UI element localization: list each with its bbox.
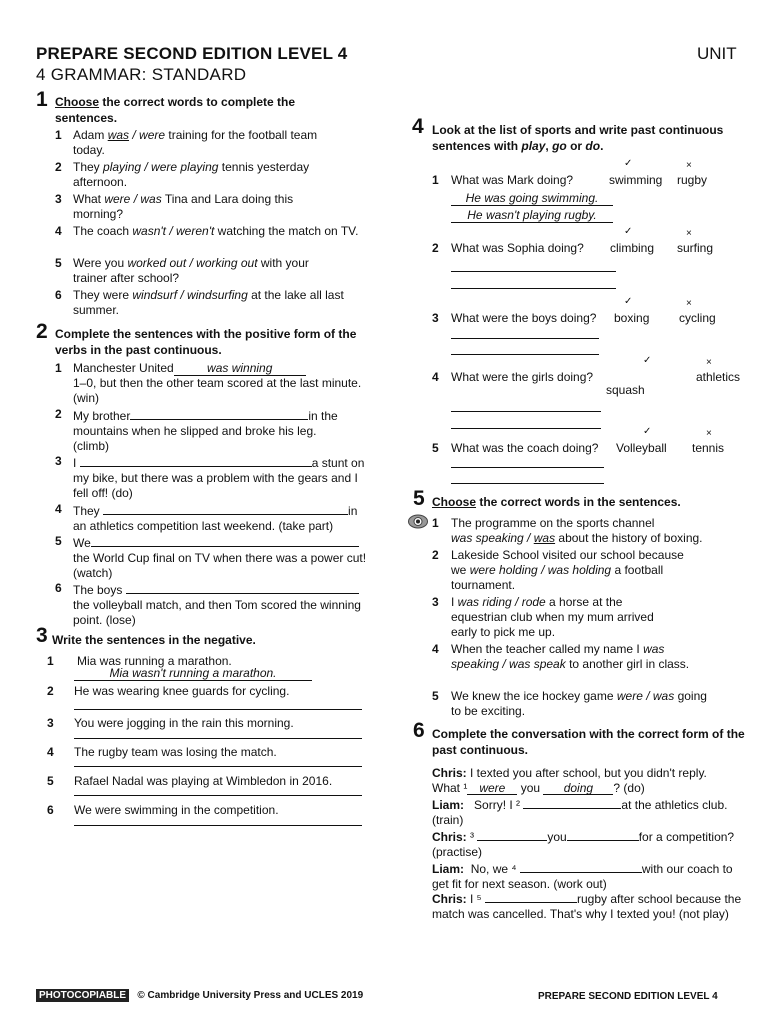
exercise-1-heading-rest: the correct words to complete the sentences. [55,95,296,125]
cross-icon: × [686,160,692,171]
item-number: 1 [55,361,62,375]
exercise-3-item [47,803,367,832]
item-number: 2 [55,407,62,421]
line-text: Sorry! I ² [474,798,521,812]
item-sep: / [523,531,534,545]
answer-line[interactable] [451,411,601,412]
item-text [73,454,368,501]
item-text [73,160,333,190]
tick-icon: ✓ [624,158,633,169]
speaker-name: Liam: [432,798,465,812]
exercise-5-item [432,548,712,595]
answer-line[interactable] [74,825,362,826]
answer-blank[interactable] [126,581,359,594]
answer-line[interactable] [451,354,599,355]
item-text-c: Tina and Lara doing this morning? [73,192,294,221]
item-post: in the mountains when he slipped and broke his leg. (climb) [73,409,338,453]
line-text: with our coach to get fit for next season. (work out) [432,862,733,891]
answer-blank[interactable] [80,454,312,467]
exercise-1-item [55,288,365,320]
exercise-5-heading [432,494,681,510]
exercise-1-heading-choose: Choose [55,95,100,109]
item-text [451,548,696,593]
item-text-d: training for the football team today. [73,128,318,157]
item-number: 5 [47,774,54,788]
tick-icon: ✓ [643,426,652,437]
answer-blank[interactable] [130,407,308,420]
answer-line[interactable] [74,738,362,739]
heading-sep: , [545,139,553,153]
item-number: 6 [47,803,54,817]
item-choice: was speaking / was speak [451,642,665,671]
item-number: 3 [55,192,62,206]
exercise-1-number: 1 [36,88,48,111]
tick-icon: ✓ [624,226,633,237]
item-text-b: a horse at the equestrian club when my mum arrived early to pick me up. [451,595,654,639]
exercise-2-item [55,534,370,581]
item-number: 2 [55,160,62,174]
speaker-name: Chris: [432,830,467,844]
line-text: What ¹ [432,781,468,795]
line-text: rugby after school because the match was cancelled. That's why I texted you! (not play) [432,892,742,921]
item-choice: were / was [104,192,162,206]
item-pre: The boys [73,583,123,597]
exercise-2-item [55,502,370,534]
eye-icon [408,514,428,529]
item-number: 3 [432,311,439,325]
question-text: What was Sophia doing? [451,241,584,255]
item-text-a: When the teacher called my name I [451,642,644,656]
answer-blank[interactable]: doing [543,782,613,795]
sport-cross: tennis [692,441,725,455]
answer-line[interactable] [451,428,601,429]
answer-blank[interactable] [103,502,348,515]
cross-icon: × [686,298,692,309]
item-number: 4 [55,502,62,516]
exercise-2-number: 2 [36,320,48,343]
item-text [73,288,373,318]
item-text [451,642,701,672]
item-number: 1 [47,654,54,668]
exercise-1-item [55,160,365,192]
item-choice-alt: / were [129,128,166,142]
line-text: I texted you after school, but you didn't reply. [470,766,707,780]
item-text [73,192,323,222]
item-choice-selected: was [533,531,556,545]
item-text-end: about the history of boxing. [555,531,703,545]
item-text: You were jogging in the rain this morning. [74,716,294,730]
conversation-line [432,766,752,797]
answer-blank[interactable] [523,797,621,809]
exercise-2-item [55,581,370,627]
sport-cross: rugby [677,173,708,187]
item-choice: was speaking [451,531,524,545]
item-text-a: Were you [73,256,128,270]
answer-line[interactable] [74,795,362,796]
item-post: 1–0, but then the other team scored at the last minute. (win) [73,376,362,405]
exercise-3-item [47,684,367,716]
heading-play: play [521,139,546,153]
item-pre: I [73,456,77,470]
line-text: you [520,781,541,795]
item-text [451,595,681,640]
heading-end: . [600,139,604,153]
exercise-4-heading [432,122,752,154]
exercise-3-number: 3 [36,624,48,647]
item-choice: were / was [616,689,675,703]
answer-blank[interactable] [477,829,547,841]
item-text-b: to another girl in class. [565,657,690,671]
heading-go: go [552,139,567,153]
item-text-a: They were [73,288,133,302]
exercise-2-item [55,407,370,454]
item-text [73,534,368,581]
item-text-a: I [451,595,458,609]
item-choice: playing / were playing [103,160,219,174]
line-text: at the athletics club. (train) [432,798,728,827]
item-text-line1: The programme on the sports channel [451,516,655,530]
line-text: you [547,830,567,844]
answer-blank[interactable]: were [467,782,517,795]
exercise-3-item [47,654,367,684]
item-number: 5 [55,256,62,270]
conversation-line [432,797,752,829]
item-number: 5 [432,441,439,455]
line-text: I ⁵ [470,892,482,906]
copyright-text: © Cambridge University Press and UCLES 2019 [137,990,364,1001]
speaker-name: Chris: [432,766,467,780]
item-text-c: tennis yesterday afternoon. [73,160,310,189]
exercise-5-item [432,642,712,689]
item-text: We were swimming in the competition. [74,803,279,817]
answer-blank[interactable] [485,891,577,903]
sport-tick: swimming [609,173,663,187]
page-title: PREPARE SECOND EDITION LEVEL 4 [36,44,348,63]
heading-rest: the correct words in the sentences. [476,495,681,509]
item-text [73,224,363,239]
item-text-c: with your trainer after school? [73,256,309,285]
item-text [451,516,711,546]
item-number: 5 [55,534,62,548]
question-text: What were the boys doing? [451,311,597,325]
item-choice: wasn't / weren't [132,224,215,238]
footer-left [36,990,363,1001]
item-text: Mia was running a marathon. [77,654,232,668]
item-number: 6 [55,581,62,595]
answer-blank[interactable]: was winning [174,362,306,376]
cross-icon: × [706,357,712,368]
answer-blank[interactable] [520,861,642,873]
speaker-name: Chris: [432,892,467,906]
item-text-a: The coach [73,224,133,238]
item-text: He was wearing knee guards for cycling. [74,684,290,698]
answer-line[interactable] [451,271,616,272]
item-choice: worked out / working out [127,256,258,270]
sport-cross: surfing [677,241,714,255]
item-text-a: Adam [73,128,108,142]
item-choice: windsurf / windsurfing [132,288,248,302]
line-text: ³ [470,830,475,844]
conversation-line [432,891,752,922]
item-text: Rafael Nadal was playing at Wimbledon in 2016. [74,774,333,788]
answer-line[interactable] [451,338,599,339]
item-pre: We [73,536,91,550]
item-pre: My brother [73,409,131,423]
item-number: 3 [432,595,439,609]
exercise-6-number: 6 [413,719,425,742]
answer-line[interactable] [451,483,604,484]
line-text: for a competition? (practise) [432,830,735,859]
item-text-a: They [73,160,104,174]
item-text [73,128,343,158]
answer-line[interactable] [74,766,362,767]
answer-blank[interactable] [567,829,639,841]
item-post: the World Cup final on TV when there was a power cut! (watch) [73,551,367,580]
exercise-2-heading: Complete the sentences with the positive form of the verbs in the past continuous. [55,327,357,357]
exercise-6-heading: Complete the conversation with the correct form of the past continuous. [432,727,745,757]
exercise-1-item [55,128,365,160]
cross-icon: × [686,228,692,239]
item-text [73,256,343,286]
exercise-3-item [47,745,367,774]
sport-cross: cycling [679,311,716,325]
answer-line[interactable] [451,288,616,289]
item-post: in an athletics competition last weekend. (take part) [73,504,358,533]
exercise-1-item [55,256,365,288]
question-text: What was Mark doing? [451,173,574,187]
sport-cross: athletics [696,370,741,384]
item-number: 4 [432,370,439,384]
item-number: 5 [432,689,439,703]
exercise-1-list [55,128,365,320]
question-text: What was the coach doing? [451,441,599,455]
exercise-5-item [432,689,712,721]
item-text-c: watching the match on TV. [214,224,359,238]
sport-tick: Volleyball [616,441,667,455]
item-pre: Manchester United [73,361,174,375]
answer-line[interactable]: He wasn't playing rugby. [451,208,613,223]
item-number: 4 [47,745,54,759]
item-number: 1 [432,516,439,530]
footer-right: PREPARE SECOND EDITION LEVEL 4 [538,991,718,1002]
item-text-a: What [73,192,105,206]
exercise-3-item [47,774,367,803]
item-text-c: at the lake all last summer. [73,288,344,317]
sport-tick: squash [606,383,645,397]
cross-icon: × [706,428,712,439]
speaker-name: Liam: [432,862,465,876]
heading-choose: Choose [432,495,477,509]
item-number: 1 [432,173,439,187]
exercise-5-item [432,595,712,642]
item-choice: were holding / was holding [469,563,612,577]
exercise-3-item [47,716,367,745]
item-pre: They [73,504,100,518]
conversation [432,766,752,922]
item-post: the volleyball match, and then Tom scored the winning point. (lose) [73,598,361,627]
heading-text: Look at the list of sports and write past continuous sentences with [432,123,724,153]
item-text-a: We knew the ice hockey game [451,689,617,703]
exercise-5-number: 5 [413,487,425,510]
item-text [451,689,711,719]
exercise-2-item [55,454,370,502]
exercise-1-item [55,192,365,224]
exercise-5-list [432,548,712,721]
tick-icon: ✓ [624,296,633,307]
unit-label: UNIT [697,44,737,63]
exercise-3-list [47,654,367,832]
sport-tick: boxing [614,311,650,325]
item-choice: was riding / rode [457,595,546,609]
item-choice-selected: was [107,128,130,142]
page-subtitle: 4 GRAMMAR: STANDARD [36,65,247,84]
exercise-1-heading [55,94,355,126]
question-text: What were the girls doing? [451,370,594,384]
item-number: 2 [47,684,54,698]
item-text-a: Lakeside School visited our school because we [451,548,684,577]
exercise-1-item [55,224,365,256]
heading-do: do [585,139,601,153]
answer-line[interactable] [74,709,362,710]
item-text: The rugby team was losing the match. [74,745,277,759]
item-text [73,581,368,628]
item-number: 1 [55,128,62,142]
item-text-b: a football tournament. [451,563,664,592]
item-text-b: going to be exciting. [451,689,707,718]
item-text [73,361,365,406]
tick-icon: ✓ [643,355,652,366]
exercise-2-item [55,361,370,407]
sport-tick: climbing [610,241,655,255]
item-post: a stunt on my bike, but there was a problem with the gears and I fell off! (do) [73,456,365,500]
exercise-2-list [55,361,370,627]
item-number: 6 [55,288,62,302]
item-text [73,502,365,534]
line-text: No, we ⁴ [470,862,517,876]
answer-blank[interactable] [91,534,359,547]
item-number: 4 [55,224,62,238]
heading-sep: or [566,139,586,153]
item-number: 4 [432,642,439,656]
answer-line[interactable] [451,467,604,468]
item-number: 2 [432,241,439,255]
conversation-line [432,861,752,891]
exercise-3-heading: Write the sentences in the negative. [52,633,256,647]
photocopiable-badge: PHOTOCOPIABLE [36,989,129,1002]
item-text [73,407,355,454]
line-text: ? (do) [613,781,645,795]
item-number: 3 [55,454,62,468]
answer-line[interactable]: He was going swimming. [451,191,613,206]
item-number: 2 [432,548,439,562]
answer-line[interactable]: Mia wasn't running a marathon. [74,667,312,681]
item-number: 3 [47,716,54,730]
exercise-4-number: 4 [412,115,424,138]
conversation-line [432,829,752,861]
